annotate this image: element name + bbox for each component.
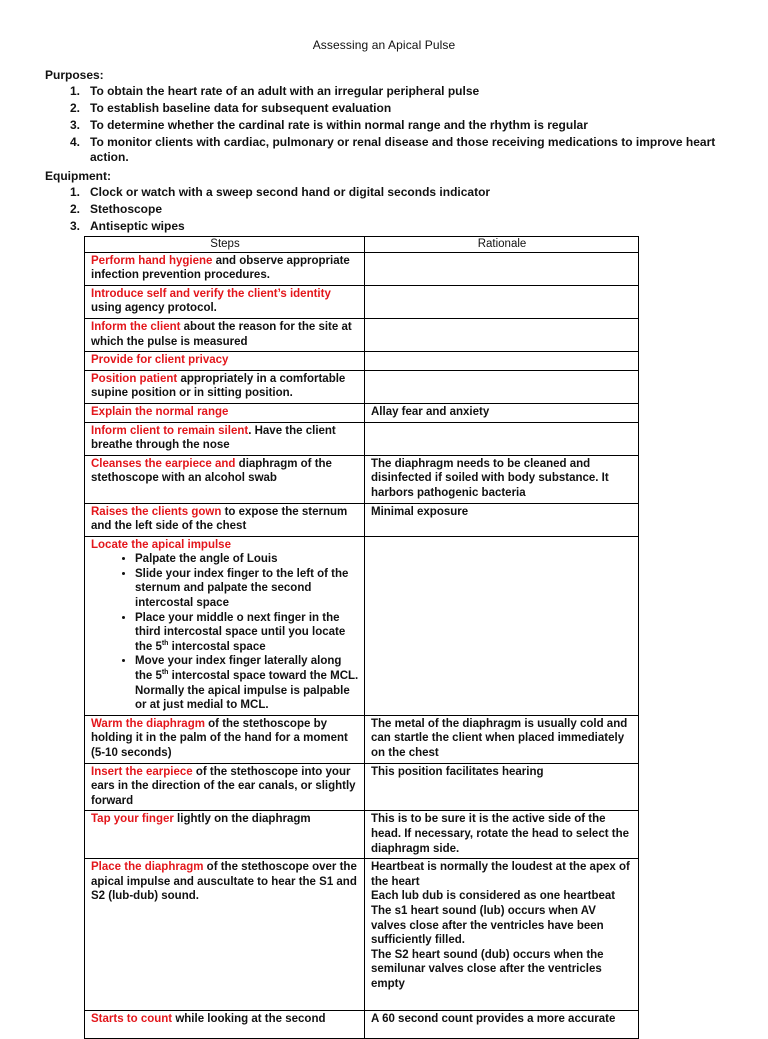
bullet-text: Move your index finger laterally along the 5 [135, 655, 342, 683]
item-number: 4. [69, 135, 80, 149]
table-row [85, 811, 639, 859]
step-keyword: Place the diaphragm [91, 861, 204, 874]
step-text: while looking at the second [172, 1012, 326, 1025]
equipment-list [45, 185, 725, 236]
table-row [85, 455, 639, 503]
item-number: 1. [69, 185, 80, 199]
table-row [85, 403, 639, 422]
rationale-cell [365, 422, 639, 455]
equipment-heading: Equipment: [45, 169, 111, 183]
step-text: of the stethoscope over the apical impulse and auscultate to hear the S1 and S2 (lub-dub) sound. [91, 861, 357, 903]
step-text: using agency protocol. [91, 302, 217, 315]
list-item [45, 118, 725, 133]
table-row [85, 763, 639, 811]
bullet-text: intercostal space toward the MCL. Normally the apical impulse is palpable or at just medial to MCL. [135, 670, 359, 712]
item-number: 2. [69, 101, 80, 115]
step-text: of the stethoscope into your ears in the direction of the ear canals, or slightly forward [91, 765, 356, 807]
table-row [85, 285, 639, 318]
step-cell [85, 715, 365, 763]
purposes-list [45, 84, 725, 167]
list-item [45, 101, 725, 116]
table-row [85, 252, 639, 285]
table-row [85, 536, 639, 715]
step-cell [85, 370, 365, 403]
bullet-text: intercostal space [168, 640, 266, 653]
rationale-cell [365, 318, 639, 351]
table-row [85, 859, 639, 1010]
step-text: and observe appropriate infection prevention procedures. [91, 254, 350, 282]
list-item [45, 219, 725, 234]
step-keyword: Position patient [91, 372, 178, 385]
step-text: lightly on the diaphragm [173, 813, 311, 826]
rationale-cell: A 60 second count provides a more accurate [365, 1010, 639, 1038]
step-keyword: Raises the clients gown [91, 505, 222, 518]
item-number: 1. [69, 84, 80, 98]
step-cell [85, 503, 365, 536]
step-keyword: Starts to count [91, 1012, 173, 1025]
item-text: Stethoscope [90, 202, 163, 216]
table-row [85, 422, 639, 455]
rationale-header: Rationale [365, 237, 639, 253]
step-cell [85, 285, 365, 318]
step-keyword: Inform the client [91, 320, 181, 333]
steps-table [84, 236, 639, 1039]
table-row [85, 352, 639, 371]
step-keyword: Perform hand hygiene [91, 254, 213, 267]
step-keyword: Inform client to remain silent [91, 424, 249, 437]
superscript: th [161, 669, 169, 677]
step-cell [85, 859, 365, 1010]
page-title: Assessing an Apical Pulse [312, 38, 456, 52]
rationale-cell: This is to be sure it is the active side of the head. If necessary, rotate the head to select the diaphragm side. [365, 811, 639, 859]
table-row [85, 1010, 639, 1038]
step-keyword: Introduce self and verify the client’s identity [91, 287, 331, 300]
steps-header: Steps [85, 237, 365, 253]
step-cell [85, 536, 365, 715]
step-text: about the reason for the site at which the pulse is measured [91, 320, 352, 348]
rationale-cell: Minimal exposure [365, 503, 639, 536]
step-cell [85, 811, 365, 859]
step-keyword: Insert the earpiece [91, 765, 193, 778]
list-item [45, 135, 725, 164]
rationale-cell: Allay fear and anxiety [365, 403, 639, 422]
step-cell [85, 403, 365, 422]
list-item [45, 185, 725, 200]
rationale-cell [365, 370, 639, 403]
rationale-line: Each lub dub is considered as one heartbeat [371, 890, 616, 903]
bullet-item [135, 654, 359, 712]
rationale-cell: The metal of the diaphragm is usually cold and can startle the client when placed immediately on the chest [365, 715, 639, 763]
step-cell [85, 763, 365, 811]
rationale-cell [365, 859, 639, 1010]
bullet-item: • Palpate the angle of Louis [135, 552, 359, 567]
step-keyword: Warm the diaphragm [91, 717, 205, 730]
item-number: 3. [69, 118, 80, 132]
rationale-cell [365, 536, 639, 715]
step-keyword: Explain the normal range [91, 405, 229, 418]
step-keyword: Tap your finger [91, 813, 174, 826]
item-text: Clock or watch with a sweep second hand or digital seconds indicator [90, 185, 491, 199]
step-cell [85, 352, 365, 371]
apical-steps-list [91, 552, 359, 713]
rationale-cell: The diaphragm needs to be cleaned and disinfected if soiled with body substance. It harbors pathogenic bacteria [365, 455, 639, 503]
rationale-line: The s1 heart sound (lub) occurs when AV valves close after the ventricles have been sufficiently filled. [371, 904, 604, 947]
superscript: th [161, 640, 169, 648]
item-text: To establish baseline data for subsequent evaluation [90, 101, 392, 115]
rationale-cell [365, 352, 639, 371]
item-text: To monitor clients with cardiac, pulmonary or renal disease and those receiving medications to improve heart action. [90, 135, 716, 164]
table-row [85, 318, 639, 351]
table-header-row [85, 237, 639, 253]
bullet-item [135, 611, 359, 655]
item-text: To determine whether the cardinal rate is within normal range and the rhythm is regular [90, 118, 588, 132]
step-keyword: Cleanses the earpiece and [91, 457, 236, 470]
rationale-line: The S2 heart sound (dub) occurs when the semilunar valves close after the ventricles empty [371, 948, 604, 990]
step-text: diaphragm of the stethoscope with an alcohol swab [91, 457, 332, 485]
step-cell [85, 455, 365, 503]
item-number: 3. [69, 219, 80, 233]
step-cell [85, 318, 365, 351]
table-row [85, 715, 639, 763]
list-item [45, 202, 725, 217]
bullet-text: Place your middle o next finger in the third intercostal space until you locate the 5 [135, 611, 346, 653]
rationale-line: Heartbeat is normally the loudest at the apex of the heart [371, 861, 630, 888]
rationale-cell [365, 285, 639, 318]
step-text: . Have the client breathe through the nose [91, 424, 336, 452]
bullet-item: • Slide your index finger to the left of the sternum and palpate the second intercostal space [135, 567, 359, 611]
step-text: to expose the sternum and the left side of the chest [91, 505, 348, 533]
item-text: Antiseptic wipes [90, 219, 185, 233]
table-row [85, 503, 639, 536]
item-text: To obtain the heart rate of an adult with an irregular peripheral pulse [90, 84, 480, 98]
purposes-heading: Purposes: [45, 68, 104, 82]
step-cell [85, 1010, 365, 1038]
step-keyword: Locate the apical impulse [91, 538, 231, 551]
step-text: appropriately in a comfortable supine position or in sitting position. [91, 372, 346, 400]
step-keyword: Provide for client privacy [91, 354, 229, 367]
rationale-cell: This position facilitates hearing [365, 763, 639, 811]
table-row [85, 370, 639, 403]
step-text: of the stethoscope by holding it in the palm of the hand for a moment (5-10 seconds) [91, 717, 348, 759]
step-cell [85, 422, 365, 455]
list-item [45, 84, 725, 99]
item-number: 2. [69, 202, 80, 216]
step-cell [85, 252, 365, 285]
rationale-cell [365, 252, 639, 285]
